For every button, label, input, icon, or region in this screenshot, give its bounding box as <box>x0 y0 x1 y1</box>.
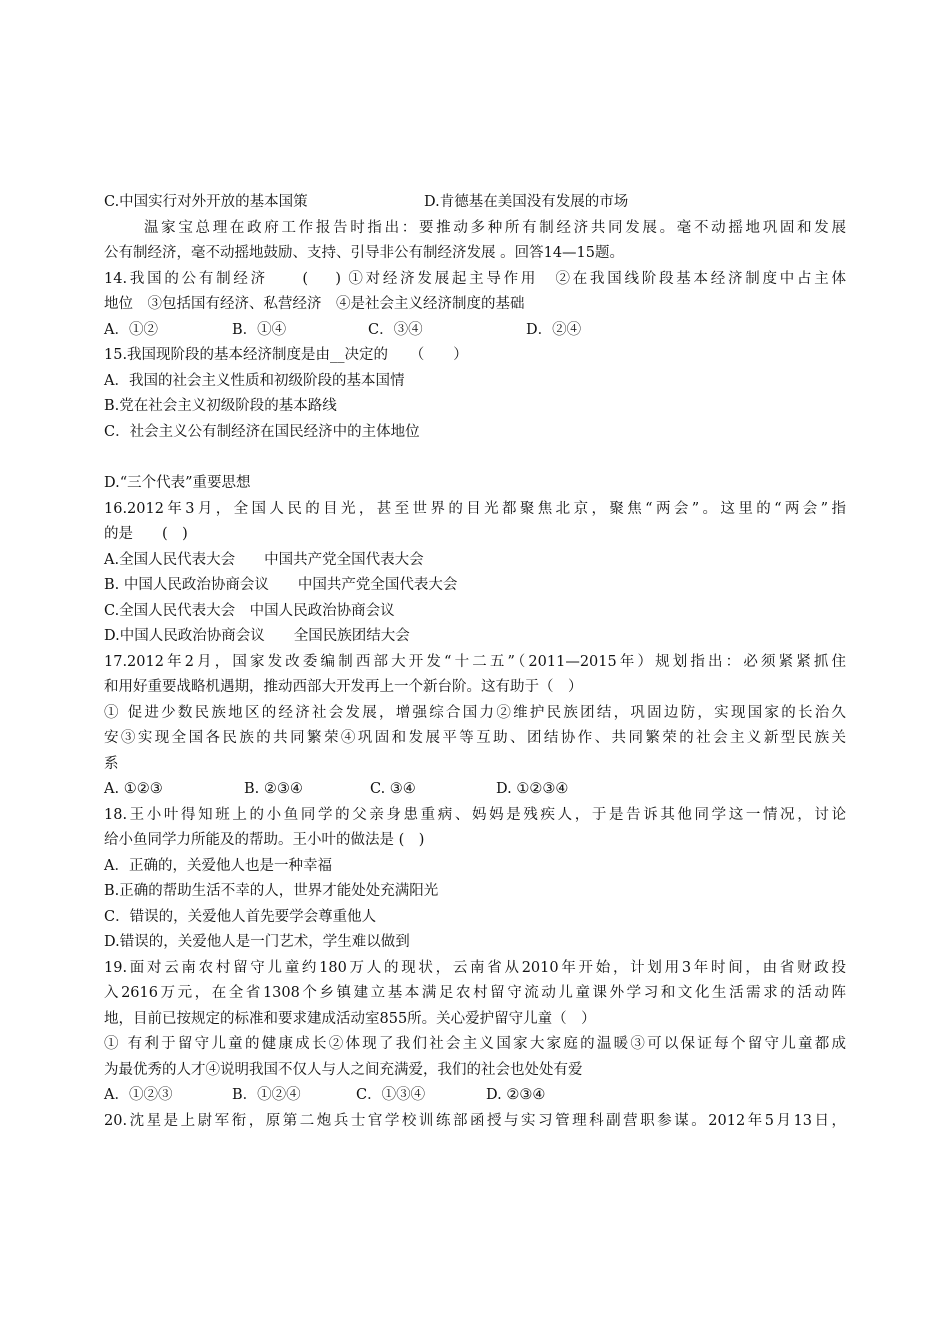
option-b: B. 中国人民政治协商会议 中国共产党全国代表大会 <box>104 577 458 593</box>
option-a: A．正确的，关爱他人也是一种幸福 <box>104 857 332 874</box>
passage-line: 温家宝总理在政府工作报告时指出：要推动多种所有制经济共同发展。毫不动摇地巩固和发展 <box>144 219 846 236</box>
option-c: C．社会主义公有制经济在国民经济中的主体地位 <box>104 423 420 440</box>
option-b: B. ②③④ <box>244 781 303 797</box>
option-d: D. ①②③④ <box>496 781 569 797</box>
option-b: B．①④ <box>232 321 287 338</box>
option-c: C. ③④ <box>370 781 416 797</box>
question-line: 入2616万元，在全省1308个乡镇建立基本满足农村留守流动儿童课外学习和文化生活需求的活动阵 <box>104 985 846 1001</box>
question-16: 16.2012年3月，全国人民的目光，甚至世界的目光都聚焦北京，聚焦“两会”。这里的“两会”指 <box>104 500 846 517</box>
question-14: 14.我国的公有制经济 ( ) ①对经济发展起主导作用 ②在我国线阶段基本经济制度中占主体 <box>104 270 846 287</box>
statement-line: 系 <box>104 755 119 772</box>
question-19: 19.面对云南农村留守儿童约180万人的现状，云南省从2010年开始，计划用3年时间，由省财政投 <box>104 959 846 976</box>
statement-line: ① 促进少数民族地区的经济社会发展，增强综合国力②维护民族团结，巩固边防，实现国家的长治久 <box>104 704 846 721</box>
option-a: A.全国人民代表大会 中国共产党全国代表大会 <box>104 551 424 568</box>
question-17: 17.2012年2月，国家发改委编制西部大开发“十二五”（2011—2015年）规划指出：必须紧紧抓住 <box>104 653 846 670</box>
question-line: 和用好重要战略机遇期，推动西部大开发再上一个新台阶。这有助于（ ） <box>104 679 583 695</box>
statement-line: 安③实现全国各民族的共同繁荣④巩固和发展平等互助、团结协作、共同繁荣的社会主义新型民族关 <box>104 730 846 746</box>
option-d: D.“三个代表”重要思想 <box>104 475 251 491</box>
answer-options-17 <box>104 777 846 803</box>
option-d: D. ②③④ <box>486 1087 546 1103</box>
option-d: D．②④ <box>526 321 582 338</box>
option-c: C.中国实行对外开放的基本国策 <box>104 194 308 210</box>
question-line: 给小鱼同学力所能及的帮助。王小叶的做法是 ( ) <box>104 832 425 848</box>
passage-line: 公有制经济，毫不动摇地鼓励、支持、引导非公有制经济发展 。回答14—15题。 <box>104 245 625 261</box>
option-c: C．错误的，关爱他人首先要学会尊重他人 <box>104 908 377 925</box>
statement-line: ① 有利于留守儿童的健康成长②体现了我们社会主义国家大家庭的温暖③可以保证每个留守儿童都成 <box>104 1036 846 1052</box>
blank-line <box>104 445 846 471</box>
answer-options-14 <box>104 318 846 344</box>
answer-options-19 <box>104 1083 846 1109</box>
question-line: 地，目前已按规定的标准和要求建成活动室855所。关心爱护留守儿童（ ） <box>104 1010 596 1027</box>
question-20: 20.沈星是上尉军衔，原第二炮兵士官学校训练部函授与实习管理科副营职参谋。2012年5月13日， <box>104 1112 846 1129</box>
question-line: 地位 ③包括国有经济、私营经济 ④是社会主义经济制度的基础 <box>104 296 525 312</box>
option-b: B.党在社会主义初级阶段的基本路线 <box>104 398 337 414</box>
option-c: C.全国人民代表大会 中国人民政治协商会议 <box>104 602 395 619</box>
option-c: C．①③④ <box>356 1087 426 1103</box>
option-b: B．①②④ <box>232 1087 301 1103</box>
question-18: 18.王小叶得知班上的小鱼同学的父亲身患重病、妈妈是残疾人，于是告诉其他同学这一情况，讨论 <box>104 806 846 823</box>
option-b: B.正确的帮助生活不幸的人，世界才能处处充满阳光 <box>104 883 439 899</box>
statement-line: 为最优秀的人才④说明我国不仅人与人之间充满爱，我们的社会也处处有爱 <box>104 1061 583 1078</box>
option-a: A. ①②③ <box>104 781 163 797</box>
option-d: D.中国人民政治协商会议 全国民族团结大会 <box>104 628 410 644</box>
question-line: 的是 ( ) <box>104 526 188 542</box>
option-line <box>104 190 846 216</box>
option-d: D.肯德基在美国没有发展的市场 <box>424 194 629 210</box>
option-a: A．我国的社会主义性质和初级阶段的基本国情 <box>104 372 405 389</box>
document-body <box>104 190 846 1134</box>
option-d: D.错误的，关爱他人是一门艺术，学生难以做到 <box>104 934 410 950</box>
option-c: C．③④ <box>368 321 423 338</box>
option-a: A．①②③ <box>104 1087 173 1103</box>
question-15: 15.我国现阶段的基本经济制度是由__决定的 （ ） <box>104 347 468 363</box>
option-a: A．①② <box>104 321 158 338</box>
